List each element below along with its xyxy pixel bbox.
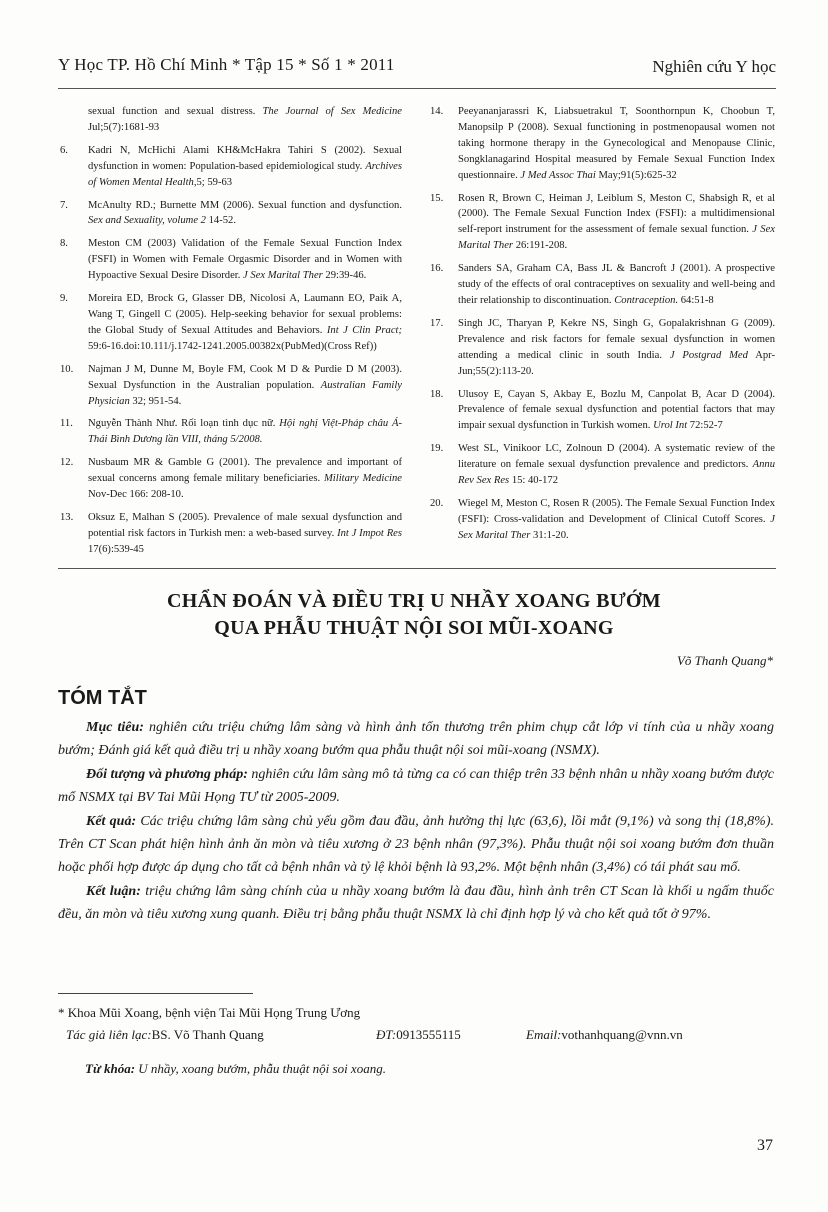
reference-item: 18. Ulusoy E, Cayan S, Akbay E, Bozlu M, Canpolat B, Acar D (2004). Prevalence of female sexual dysfunction and potential factors that may impair sexual dysfunction in Turkish women. Urol Int 72:52-7 [430, 388, 775, 432]
footnote-divider [58, 993, 253, 994]
author-contact: Tác giả liên lạc:BS. Võ Thanh Quang ĐT:0913555115 Email:vothanhquang@vnn.vn [66, 1027, 683, 1042]
reference-item: 16. Sanders SA, Graham CA, Bass JL & Bancroft J (2001). A prospective study of the effects of oral contraceptives on sexuality and well-being and their relationship to discontinuation. Contraception. 64:51-8 [430, 263, 775, 306]
reference-item: 7. McAnulty RD.; Burnette MM (2006). Sexual function and dysfunction. Sex and Sexuality, volume 2 14-52. [60, 199, 402, 227]
reference-item: 12. Nusbaum MR & Gamble G (2001). The prevalence and important of sexual concerns among female military beneficiaries. Military Medicine Nov-Dec 166: 208-10. [60, 457, 402, 501]
reference-item: 13. Oksuz E, Malhan S (2005). Prevalence of male sexual dysfunction and potential risk factors in Turkish men: a web-based survey. Int J Impot Res 17(6):539-45 [60, 511, 402, 555]
article-title-line1: CHẨN ĐOÁN VÀ ĐIỀU TRỊ U NHẦY XOANG BƯỚM [167, 590, 661, 612]
section-divider [58, 568, 776, 569]
article-title-line2: QUA PHẪU THUẬT NỘI SOI MŨI-XOANG [214, 617, 614, 639]
references-left-column [60, 104, 402, 565]
author-name: Võ Thanh Quang* [676, 653, 773, 668]
abstract-conclusion: Kết luận: triệu chứng lâm sàng chính của u nhầy xoang bướm là đau đầu, hình ảnh trên CT Scan là khối u ngấm thuốc đều, ăn mòn và tiêu xương xung quanh. Điều trị bằng phẫu thuật NSMX là chỉ định hợp lý và cho kết quả tốt ở 97%. [58, 884, 774, 922]
abstract-objective: Mục tiêu: nghiên cứu triệu chứng lâm sàng và hình ảnh tổn thương trên phim chụp cắt lớp vi tính của u nhầy xoang bướm; Đánh giá kết quả điều trị u nhầy xoang bướm qua phẫu thuật nội soi mũi-xoang (NSMX). [58, 720, 775, 758]
abstract-results: Kết quả: Các triệu chứng lâm sàng chủ yếu gồm đau đầu, ảnh hưởng thị lực (63,6), lồi mắt (9,1%) và song thị (18,8%). Trên CT Scan phát hiện hình ảnh ăn mòn và tiêu xương ở 23 bệnh nhân (97,3%). Phẫu thuật nội soi xoang bướm đơn thuần hoặc phối hợp được áp dụng cho tất cả bệnh nhân và tỷ lệ khỏi bệnh là 93,2%. Một bệnh nhân (3,4%) có tái phát sau mổ. [58, 814, 775, 875]
reference-item: 14. Peeyananjarassri K, Liabsuetrakul T, Soonthornpun K, Choobun T, Manopsilp P (2008). Sexual functioning in postmenopausal women not taking hormone therapy in the Gynecological and Menopause Clinic, Songklanagarind Hospital measured by Female Sexual Function Index questionnaire. J Med Assoc Thai May;91(5):625-32 [430, 106, 775, 181]
keywords: Từ khóa: U nhầy, xoang bướm, phẫu thuật nội soi xoang. [85, 1061, 386, 1076]
reference-item: 17. Singh JC, Tharyan P, Kekre NS, Singh G, Gopalakrishnan G (2009). Prevalence and risk factors for female sexual dysfunction in women attending a medical clinic in south India. J Postgrad Med Apr-Jun;55(2):113-20. [430, 317, 776, 377]
reference-item: 8. Meston CM (2003) Validation of the Female Sexual Function Index (FSFI) in Women with Female Orgasmic Disorder and in Women with Hypoactive Sexual Desire Disorder. J Sex Marital Ther 29:39-46. [60, 238, 402, 282]
header-divider [58, 88, 776, 89]
page-number: 37 [757, 1137, 773, 1154]
abstract-methods: Đối tượng và phương pháp: nghiên cứu lâm sàng mô tả từng ca có can thiệp trên 33 bệnh nhân u nhầy xoang bướm được mổ NSMX tại BV Tai Mũi Họng TƯ từ 2005-2009. [58, 767, 774, 805]
reference-item: 19. West SL, Vinikoor LC, Zolnoun D (2004). A systematic review of the literature on female sexual dysfunction prevalence and predictors. Annu Rev Sex Res 15: 40-172 [430, 443, 775, 487]
reference-item: sexual function and sexual distress. The Journal of Sex Medicine Jul;5(7):1681-93 [88, 106, 402, 133]
reference-item: 11. Nguyễn Thành Như. Rối loạn tình dục nữ. Hội nghị Việt-Pháp châu Á-Thái Bình Dương lần VIII, tháng 5/2008. [60, 418, 402, 446]
abstract-heading: TÓM TẮT [58, 687, 147, 709]
references-right-column [430, 104, 775, 551]
section-header: Nghiên cứu Y học [652, 57, 776, 76]
author-affiliation: * Khoa Mũi Xoang, bệnh viện Tai Mũi Họng Trung Ương [58, 1005, 361, 1020]
reference-item: 10. Najman J M, Dunne M, Boyle FM, Cook M D & Purdie D M (2003). Sexual Dysfunction in the Australian population. Australian Family Physician 32; 951-54. [60, 363, 403, 407]
journal-header: Y Học TP. Hồ Chí Minh * Tập 15 * Số 1 * 2011 [58, 55, 395, 74]
reference-item: 15. Rosen R, Brown C, Heiman J, Leiblum S, Meston C, Shabsigh R, et al (2000). The Female Sexual Function Index (FSFI): a multidimensional self-report instrument for the assessment of female sexual function. J Sex Marital Ther 26:191-208. [430, 192, 775, 252]
reference-item: 9. Moreira ED, Brock G, Glasser DB, Nicolosi A, Laumann EO, Paik A, Wang T, Gingell C (2005). Help-seeking behavior for sexual problems: the Global Study of Sexual Attitudes and Behaviors. Int J Clin Pract; 59:6-16.doi:10.111/j.1742-1241.2005.00382x(PubMed)(Cross Ref)) [60, 293, 402, 352]
reference-item: 6. Kadri N, McHichi Alami KH&McHakra Tahiri S (2002). Sexual dysfunction in women: Population-based epidemiological study. Archives of Women Mental Health,5; 59-63 [60, 144, 402, 188]
reference-item: 20. Wiegel M, Meston C, Rosen R (2005). The Female Sexual Function Index (FSFI): Cross-validation and Development of Clinical Cutoff Scores. J Sex Marital Ther 31:1-20. [430, 497, 775, 541]
